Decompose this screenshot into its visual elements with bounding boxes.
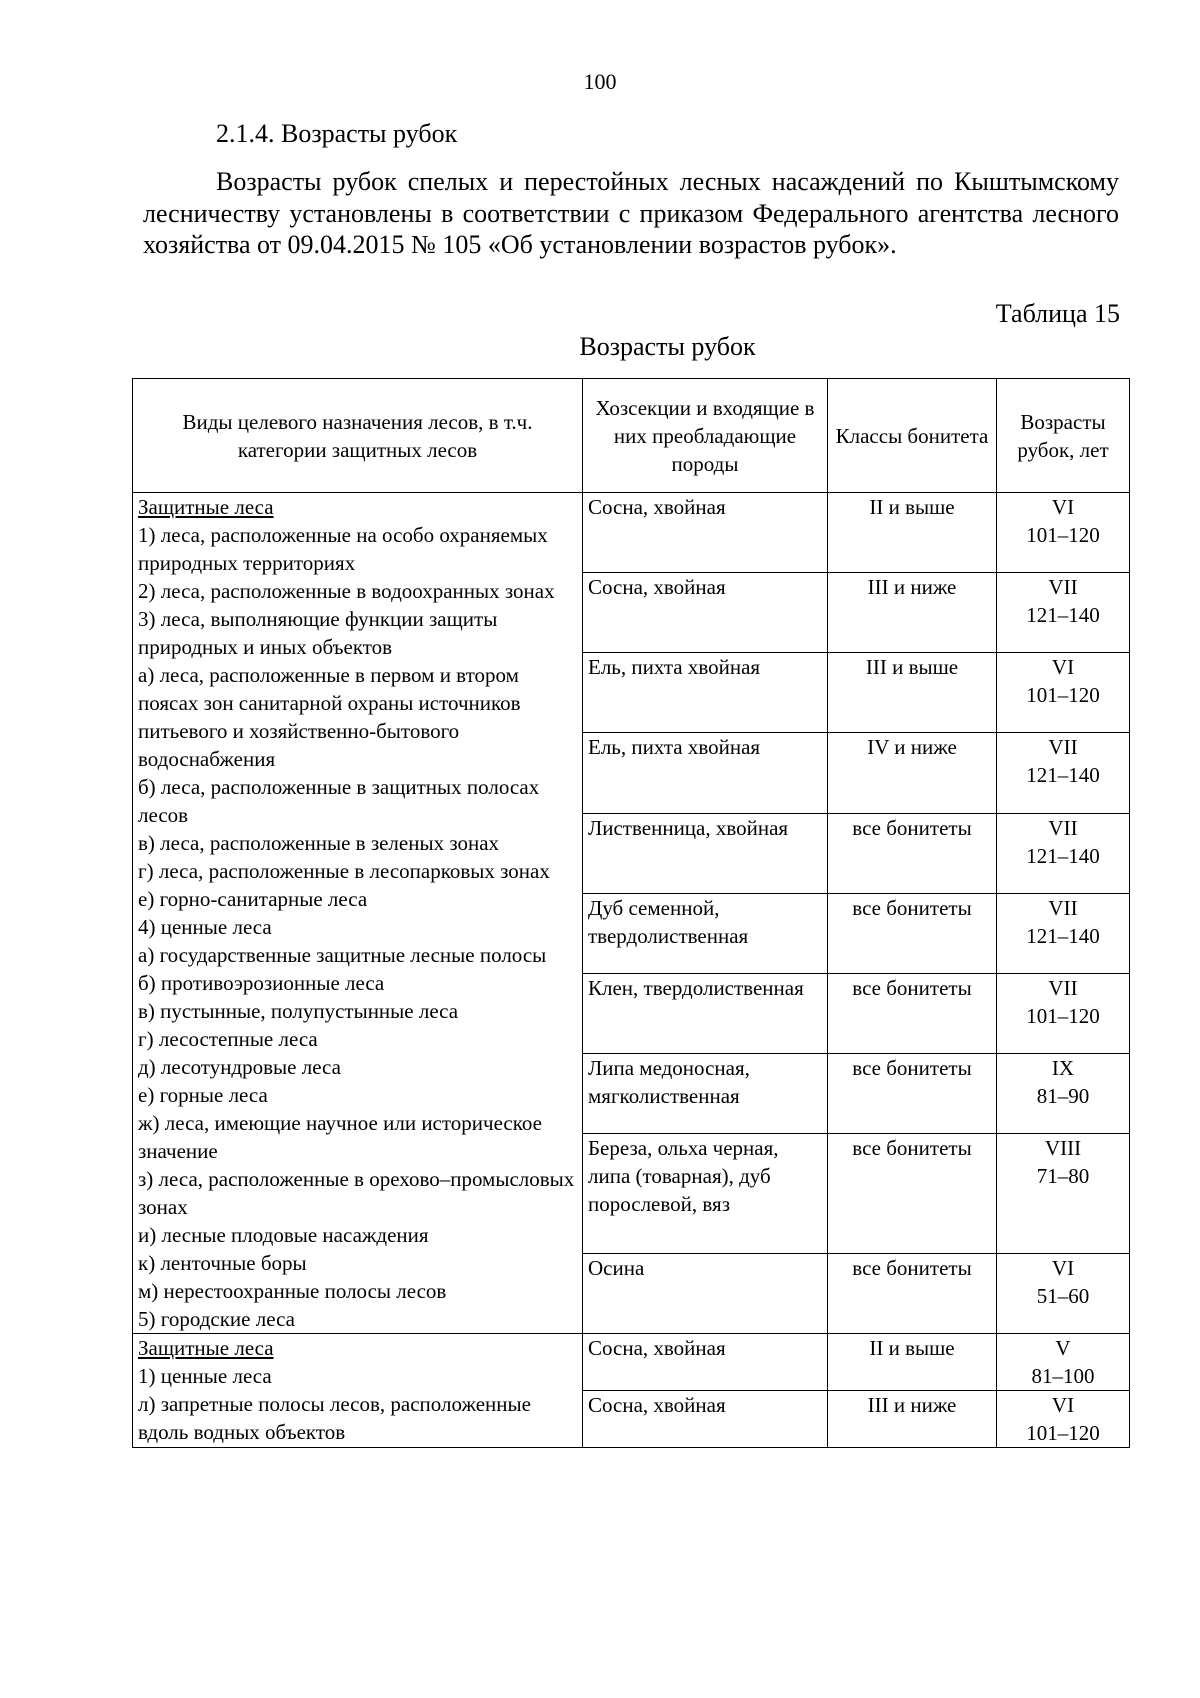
- species-cell: Ель, пихта хвойная: [583, 653, 828, 733]
- cutting-age-cell: [997, 893, 1130, 973]
- bonitet-cell: все бонитеты: [828, 893, 997, 973]
- page-number: 100: [583, 69, 617, 94]
- species-cell: Ель, пихта хвойная: [583, 733, 828, 813]
- category-item: л) запретные полосы лесов, расположенные вдоль водных объектов: [138, 1392, 531, 1444]
- age-class: V: [1055, 1336, 1071, 1360]
- bonitet-cell: все бонитеты: [828, 1054, 997, 1134]
- species-cell: Лиственница, хвойная: [583, 813, 828, 893]
- bonitet-cell: III и ниже: [828, 1391, 997, 1448]
- category-item: и) лесные плодовые насаждения: [138, 1223, 429, 1247]
- age-class: VIII: [1044, 1136, 1082, 1161]
- cutting-age-cell: [997, 1391, 1130, 1448]
- table-title: Возрасты рубок: [579, 332, 756, 361]
- table-number: Таблица 15: [995, 299, 1120, 328]
- age-class: VII: [1048, 735, 1078, 760]
- cutting-age-cell: [997, 493, 1130, 573]
- header-cutting-age: Возрасты рубок, лет: [997, 379, 1130, 493]
- table-row: [133, 493, 1130, 573]
- bonitet-cell: все бонитеты: [828, 813, 997, 893]
- category-item: 5) городские леса: [138, 1307, 295, 1331]
- bonitet-cell: II и выше: [828, 493, 997, 573]
- age-range: 121–140: [1026, 603, 1100, 628]
- cutting-age-cell: [997, 1134, 1130, 1254]
- species-cell: Осина: [583, 1253, 828, 1333]
- cutting-age-cell: [997, 653, 1130, 733]
- category-item: е) горно-санитарные леса: [138, 887, 368, 911]
- age-range: 121–140: [1026, 763, 1100, 788]
- category-item: 2) леса, расположенные в водоохранных зонах: [138, 579, 555, 603]
- category-item: г) лесостепные леса: [138, 1027, 318, 1051]
- age-range: 81–100: [1031, 1364, 1095, 1388]
- age-class: VII: [1048, 975, 1078, 1000]
- age-range: 101–120: [1026, 1003, 1100, 1028]
- category-item: в) пустынные, полупустынные леса: [138, 999, 459, 1023]
- age-class: VI: [1051, 1393, 1075, 1417]
- category-item: 1) леса, расположенные на особо охраняемых природных территориях: [138, 523, 548, 575]
- header-bonitet: Классы бонитета: [828, 379, 997, 493]
- bonitet-cell: все бонитеты: [828, 1253, 997, 1333]
- species-cell: Сосна, хвойная: [583, 1334, 828, 1391]
- species-cell: Клен, твердолиственная: [583, 973, 828, 1053]
- species-cell: Береза, ольха черная, липа (товарная), дуб порослевой, вяз: [583, 1134, 828, 1254]
- category-item: б) леса, расположенные в защитных полосах лесов: [138, 775, 540, 827]
- age-class: VI: [1051, 1255, 1075, 1280]
- age-class: VI: [1051, 495, 1075, 519]
- age-range: 101–120: [1026, 683, 1100, 708]
- species-cell: Сосна, хвойная: [583, 1391, 828, 1448]
- header-species: Хозсекции и входящие в них преобладающие породы: [583, 379, 828, 493]
- header-forest-purpose: Виды целевого назначения лесов, в т.ч. категории защитных лесов: [133, 379, 583, 493]
- age-range: 71–80: [1036, 1164, 1090, 1189]
- table-header-row: [133, 379, 1130, 493]
- category-item: 1) ценные леса: [138, 1364, 272, 1388]
- category-item: ж) леса, имеющие научное или историческое значение: [138, 1111, 542, 1163]
- cutting-age-cell: [997, 973, 1130, 1053]
- category-item: б) противоэрозионные леса: [138, 971, 385, 995]
- category-item: а) леса, расположенные в первом и втором поясах зон санитарной охраны источников питьевого и хозяйственно-бытового водоснабжения: [138, 663, 521, 771]
- cutting-age-cell: [997, 1253, 1130, 1333]
- age-range: 101–120: [1026, 523, 1100, 547]
- age-class: VII: [1048, 575, 1078, 600]
- section-heading: 2.1.4. Возрасты рубок: [216, 119, 458, 148]
- age-range: 101–120: [1026, 1421, 1100, 1445]
- category-item: 3) леса, выполняющие функции защиты природных и иных объектов: [138, 607, 498, 659]
- age-class: IX: [1051, 1056, 1075, 1081]
- species-cell: Дуб семенной, твердолиственная: [583, 893, 828, 973]
- forest-category-cell: [133, 1334, 583, 1448]
- category-item: в) леса, расположенные в зеленых зонах: [138, 831, 500, 855]
- species-cell: Сосна, хвойная: [583, 573, 828, 653]
- bonitet-cell: все бонитеты: [828, 973, 997, 1053]
- species-cell: Липа медоносная, мягколиственная: [583, 1054, 828, 1134]
- intro-paragraph: Возрасты рубок спелых и перестойных лесных насаждений по Кыштымскому лесничеству установлены в соответствии с приказом Федерального агентства лесного хозяйства от 09.04.2015 № 105 «Об установлении возрастов рубок».: [143, 167, 1119, 259]
- bonitet-cell: все бонитеты: [828, 1134, 997, 1254]
- category-item: е) горные леса: [138, 1083, 268, 1107]
- category-heading: Защитные леса: [138, 1336, 274, 1360]
- species-cell: Сосна, хвойная: [583, 493, 828, 573]
- cutting-ages-table: [132, 378, 1130, 1448]
- cutting-age-cell: [997, 1054, 1130, 1134]
- category-item: д) лесотундровые леса: [138, 1055, 341, 1079]
- age-class: VII: [1048, 815, 1078, 840]
- category-heading: Защитные леса: [138, 495, 274, 519]
- cutting-age-cell: [997, 733, 1130, 813]
- age-range: 81–90: [1036, 1084, 1090, 1109]
- age-range: 51–60: [1036, 1283, 1090, 1308]
- category-item: м) нерестоохранные полосы лесов: [138, 1279, 447, 1303]
- bonitet-cell: III и выше: [828, 653, 997, 733]
- age-class: VII: [1048, 895, 1078, 920]
- cutting-age-cell: [997, 813, 1130, 893]
- cutting-age-cell: [997, 573, 1130, 653]
- category-item: а) государственные защитные лесные полосы: [138, 943, 547, 967]
- cutting-age-cell: [997, 1334, 1130, 1391]
- forest-category-cell: [133, 493, 583, 1334]
- bonitet-cell: IV и ниже: [828, 733, 997, 813]
- category-item: к) ленточные боры: [138, 1251, 307, 1275]
- age-range: 121–140: [1026, 923, 1100, 948]
- age-range: 121–140: [1026, 843, 1100, 868]
- category-item: г) леса, расположенные в лесопарковых зонах: [138, 859, 550, 883]
- category-item: 4) ценные леса: [138, 915, 272, 939]
- category-item: з) леса, расположенные в орехово–промысловых зонах: [138, 1167, 575, 1219]
- table-row: [133, 1334, 1130, 1391]
- age-class: VI: [1051, 655, 1075, 680]
- bonitet-cell: III и ниже: [828, 573, 997, 653]
- bonitet-cell: II и выше: [828, 1334, 997, 1391]
